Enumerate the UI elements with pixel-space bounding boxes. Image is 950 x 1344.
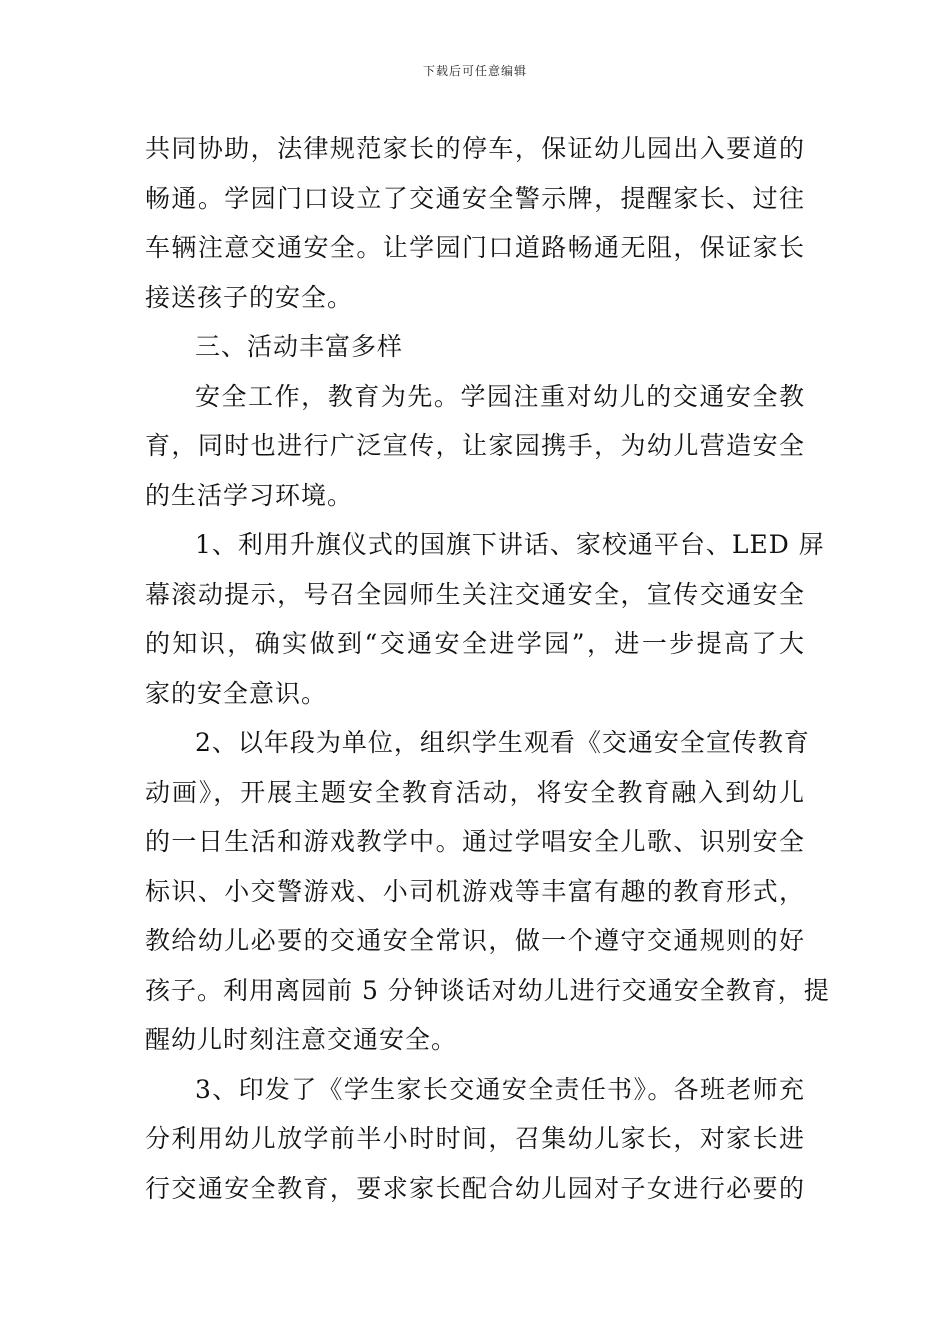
- text-line: 标识、小交警游戏、小司机游戏等丰富有趣的教育形式，: [145, 876, 805, 906]
- paragraph: [145, 520, 825, 718]
- text-line: 的生活学习环境。: [145, 480, 354, 510]
- text-line: 共同协助，法律规范家长的停车，保证幼儿园出入要道的: [145, 134, 805, 163]
- text-line: 孩子。利用离园前 5 分钟谈话对幼儿进行交通安全教育，提: [145, 975, 830, 1005]
- paragraph: [145, 1065, 805, 1214]
- text-line: 2、以年段为单位，组织学生观看《交通安全宣传教育: [195, 728, 810, 757]
- text-line: 分利用幼儿放学前半小时时间，召集幼儿家长，对家长进: [145, 1124, 805, 1153]
- text-line: 的一日生活和游戏教学中。通过学唱安全儿歌、识别安全: [145, 827, 805, 856]
- text-line: 家的安全意识。: [145, 678, 328, 708]
- text-line: 醒幼儿时刻注意交通安全。: [145, 1025, 458, 1054]
- text-line: 3、印发了《学生家长交通安全责任书》。各班老师充: [195, 1074, 805, 1104]
- text-line: 育，同时也进行广泛宣传，让家园携手，为幼儿营造安全: [145, 431, 805, 460]
- text-line: 幕滚动提示，号召全园师生关注交通安全，宣传交通安全: [145, 579, 805, 609]
- text-line: 安全工作，教育为先。学园注重对幼儿的交通安全教: [195, 381, 805, 411]
- text-line: 车辆注意交通安全。让学园门口道路畅通无阻，保证家长: [145, 233, 805, 262]
- text-line: 的知识，确实做到“交通安全进学园”，进一步提高了大: [145, 629, 805, 658]
- paragraph: [145, 124, 805, 322]
- text-line: 教给幼儿必要的交通安全常识，做一个遵守交通规则的好: [145, 926, 805, 955]
- page-header: 下载后可任意编辑: [422, 64, 527, 78]
- paragraph: [145, 718, 830, 1065]
- text-line: 接送孩子的安全。: [145, 282, 354, 312]
- document-body: [145, 124, 830, 1213]
- section-heading: 三、活动丰富多样: [195, 332, 404, 361]
- text-line: 行交通安全教育，要求家长配合幼儿园对子女进行必要的: [145, 1173, 805, 1203]
- text-line: 动画》，开展主题安全教育活动，将安全教育融入到幼儿: [145, 777, 805, 807]
- text-line: 畅通。学园门口设立了交通安全警示牌，提醒家长、过往: [145, 183, 805, 213]
- paragraph: [145, 372, 805, 521]
- text-line: 1、利用升旗仪式的国旗下讲话、家校通平台、LED 屏: [195, 530, 825, 559]
